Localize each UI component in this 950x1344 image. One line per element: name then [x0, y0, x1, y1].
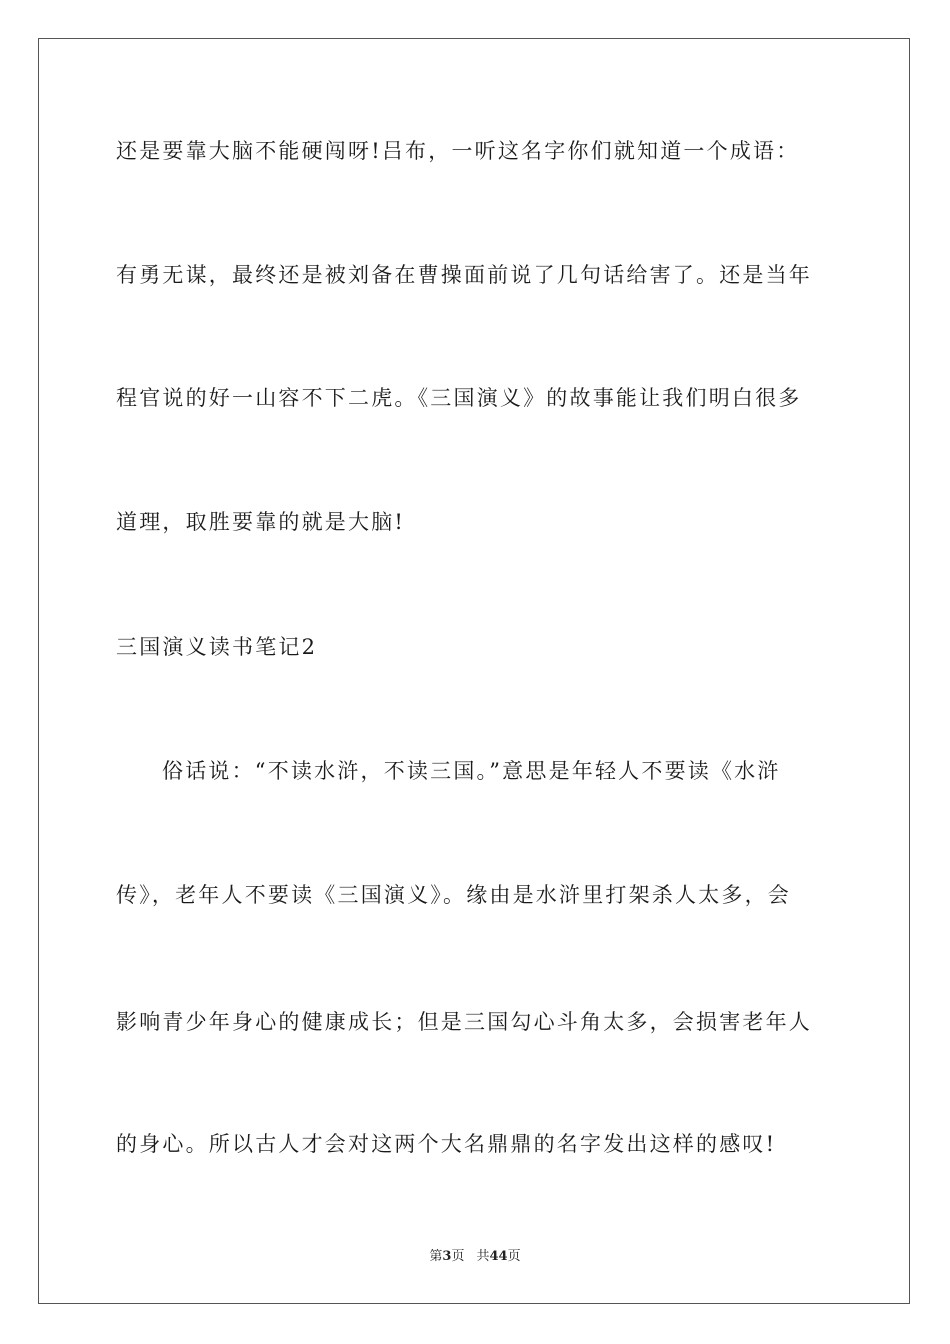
body-line-6: 传》，老年人不要读《三国演义》。缘由是水浒里打架杀人太多，会	[116, 883, 791, 907]
page-footer	[0, 1248, 950, 1266]
page-number: 3	[442, 1249, 452, 1264]
body-line-1: 还是要靠大脑不能硬闯呀!吕布，一听这名字你们就知道一个成语：	[116, 139, 800, 163]
total-pages: 44	[489, 1249, 508, 1264]
body-line-8: 的身心。所以古人才会对这两个大名鼎鼎的名字发出这样的感叹!	[116, 1132, 777, 1156]
body-line-7: 影响青少年身心的健康成长；但是三国勾心斗角太多，会损害老年人	[116, 1010, 812, 1034]
body-line-2: 有勇无谋，最终还是被刘备在曹操面前说了几句话给害了。还是当年	[116, 263, 812, 287]
total-prefix: 共	[476, 1249, 490, 1264]
body-line-5: 俗话说：“不读水浒，不读三国。”意思是年轻人不要读《水浒	[162, 759, 781, 783]
total-suffix: 页	[507, 1249, 521, 1264]
page-prefix: 第	[429, 1249, 443, 1264]
body-line-3: 程官说的好一山容不下二虎。《三国演义》的故事能让我们明白很多	[116, 386, 802, 410]
page-suffix: 页	[451, 1249, 465, 1264]
body-line-4: 道理，取胜要靠的就是大脑!	[116, 510, 406, 534]
page-border	[38, 38, 910, 1304]
section-heading: 三国演义读书笔记2	[116, 635, 318, 659]
